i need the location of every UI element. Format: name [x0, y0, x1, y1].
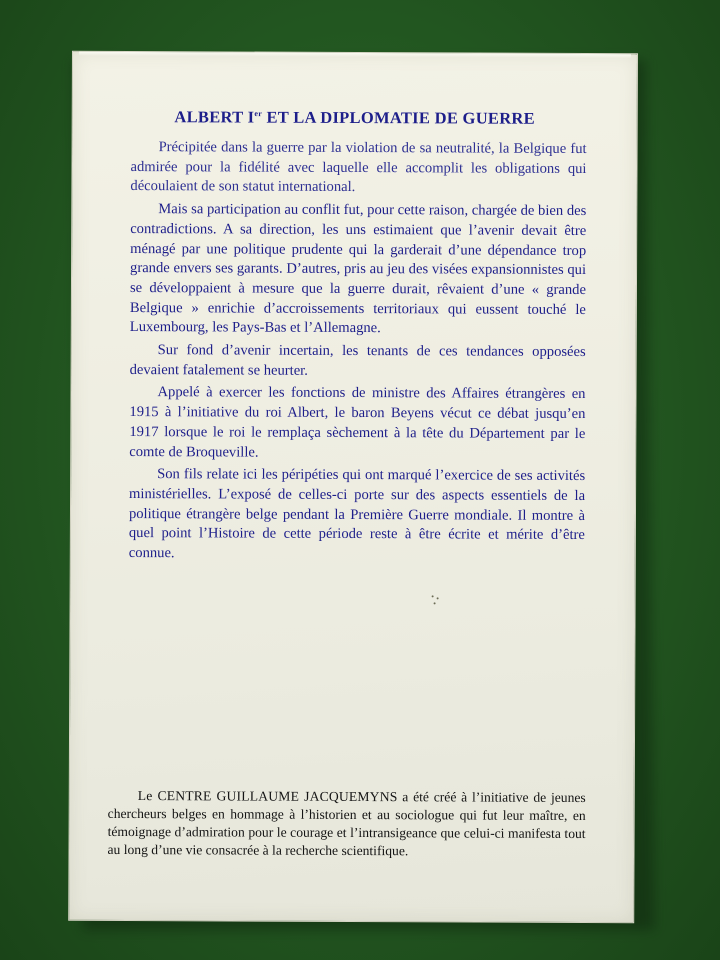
paper-speck	[429, 593, 443, 607]
blurb-paragraph-2: Mais sa participation au conflit fut, pour cette raison, chargée de bien des contradictions. A sa direction, les uns estimaient que l’avenir devait être ménagé par une politique prudente qui la garderait d’une dépendance trop grande envers ses garants. D’autres, pris au jeu des visées expansionnistes qui se développaient à mesure que la guerre durait, rêvaient d’une « grande Belgique » enrichie d’accroissements territoriaux qui eussent touché le Luxembourg, les Pays-Bas et l’Allemagne.	[129, 201, 587, 337]
cover-title	[73, 107, 637, 129]
publisher-note	[107, 787, 585, 861]
blurb-paragraph-1: Précipitée dans la guerre par la violation de sa neutralité, la Belgique fut admirée pour la fidélité avec laquelle elle accomplit les obligations qui découlaient de son statut international.	[130, 139, 587, 196]
cover-title-main: ALBERT I	[174, 107, 255, 127]
publisher-note-org: Le CENTRE GUILLAUME JACQUEMYNS	[137, 788, 398, 805]
publisher-note-text: a été créé à l’initiative de jeunes chercheurs belges en hommage à l’historien et au sociologue qui fut leur maître, en témoignage d’admiration pour le courage et l’intransigeance que celui-ci manifesta tout au long d’une vie consacrée à la recherche scientifique.	[107, 789, 586, 859]
cover-title-superscript: er	[254, 109, 263, 119]
blurb-text	[129, 138, 587, 569]
blurb-paragraph-5: Son fils relate ici les péripéties qui ont marqué l’exercice de ses activités ministérielles. L’exposé de celles-ci porte sur des aspects essentiels de la politique étrangère belge pendant la Première Guerre mondiale. Il montre à quel point l’Histoire de cette période reste à être écrite et mérite d’être connue.	[128, 466, 586, 562]
blurb-paragraph-4: Appelé à exercer les fonctions de ministre des Affaires étrangères en 1915 à l’initiative du roi Albert, le baron Beyens vécut ce débat jusqu’en 1917 lorsque le roi le remplaça sèchement à la tête du Département par le comte de Broqueville.	[129, 384, 586, 461]
blurb-paragraph-3: Sur fond d’avenir incertain, les tenants de ces tendances opposées devaient fatalement se heurter.	[129, 342, 586, 379]
cover-title-rest: ET LA DIPLOMATIE DE GUERRE	[262, 107, 536, 128]
publisher-note-paragraph	[107, 787, 585, 861]
book-back-cover	[68, 51, 638, 923]
